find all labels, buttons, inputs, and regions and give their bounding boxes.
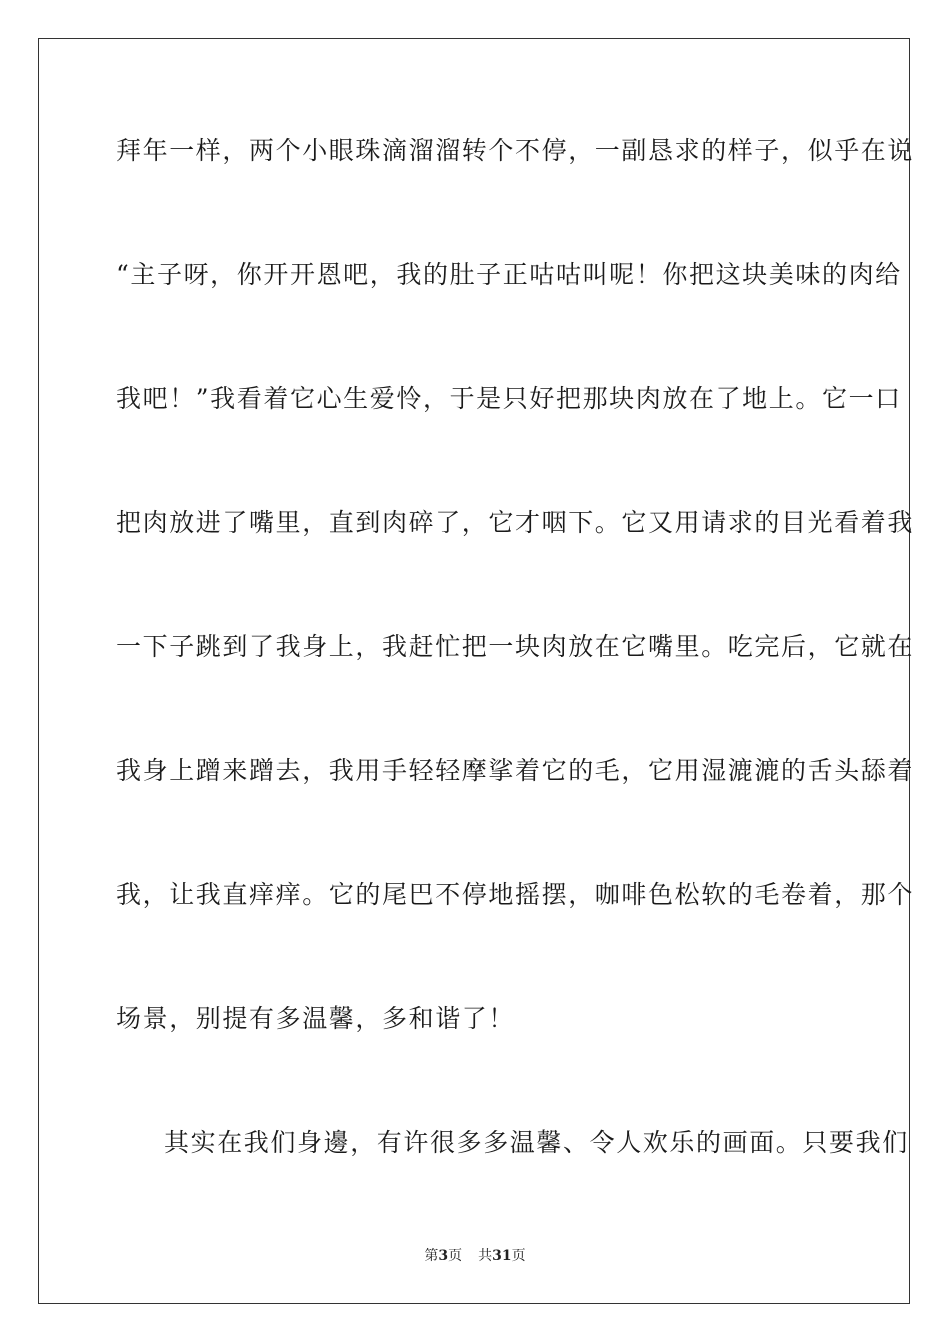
body-text-line: 我身上蹭来蹭去，我用手轻轻摩挲着它的毛，它用湿漉漉的舌头舔着 (116, 756, 915, 785)
body-text-line: 拜年一样，两个小眼珠滴溜溜转个不停，一副恳求的样子，似乎在说 (116, 136, 915, 165)
page-label-suffix: 页 (448, 1248, 463, 1264)
body-text-line: 把肉放进了嘴里，直到肉碎了，它才咽下。它又用请求的目光看着我 (116, 508, 915, 537)
body-text-line: 一下子跳到了我身上，我赶忙把一块肉放在它嘴里。吃完后，它就在 (116, 632, 915, 661)
page-number: 3 (438, 1248, 449, 1264)
page-label-prefix: 第 (424, 1248, 439, 1264)
page-footer (0, 1247, 950, 1265)
total-label-prefix: 共 (478, 1248, 493, 1264)
body-text-line: 我吧！”我看着它心生爱怜，于是只好把那块肉放在了地上。它一口 (116, 384, 902, 413)
body-text-line: 我，让我直痒痒。它的尾巴不停地摇摆，咖啡色松软的毛卷着，那个 (116, 880, 915, 909)
total-label-suffix: 页 (511, 1248, 526, 1264)
page-border (38, 38, 915, 1304)
body-text-line: 场景，别提有多温馨，多和谐了！ (116, 1004, 516, 1033)
paragraph-first-line: 其实在我们身邊，有许很多多温馨、令人欢乐的画面。只要我们 (164, 1128, 909, 1157)
body-text-line: “主子呀，你开开恩吧，我的肚子正咕咕叫呢！你把这块美味的肉给 (116, 260, 902, 289)
total-pages: 31 (492, 1248, 512, 1264)
